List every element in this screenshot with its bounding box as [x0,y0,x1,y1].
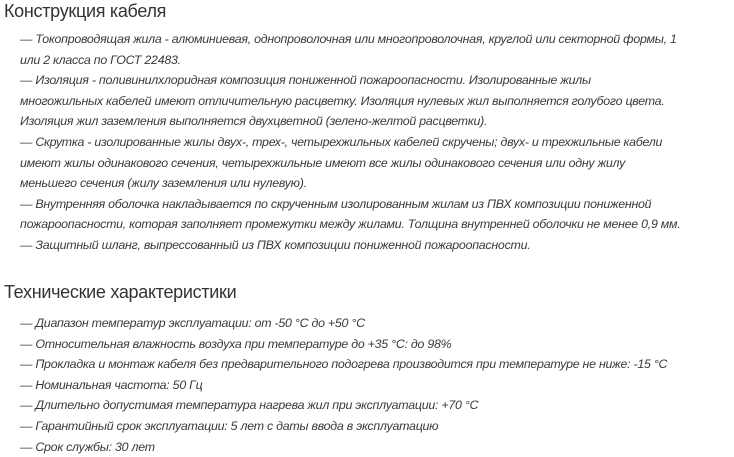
construction-item [20,235,680,256]
specs-list [20,313,667,457]
construction-item-line: — Защитный шланг, выпрессованный из ПВХ композиции пониженной пожароопасности. [20,237,531,252]
construction-list [20,29,680,256]
construction-item-line: пожароопасности, которая заполняет промежутки между жилами. Толщина внутренней оболочки не менее 0,9 мм. [20,217,681,232]
specs-heading: Технические характеристики [4,282,237,302]
construction-item-line: меньшего сечения (жилу заземления или нулевую). [20,176,307,191]
spec-item: — Диапазон температур эксплуатации: от -50 °С до +50 °С [20,316,365,330]
spec-item: — Срок службы: 30 лет [20,439,155,454]
construction-item-line: — Внутренняя оболочка накладывается по скрученным изолированным жилам из ПВХ композиции пониженной [20,196,652,211]
construction-item [20,70,680,132]
construction-item-line: — Скрутка - изолированные жилы двух-, трех-, четырехжильных кабелей скручены; двух- и трехжильные кабели [20,134,663,149]
spec-item: — Относительная влажность воздуха при температуре до +35 °С: до 98% [20,336,452,351]
spec-item: — Прокладка и монтаж кабеля без предварительного подогрева производится при температуре не ниже: -15 °С [20,357,668,372]
construction-item-line: Изоляция жил заземления выполняется двухцветной (зелено-желтой расцветки). [20,114,488,129]
construction-item-line: — Токопроводящая жила - алюминиевая, однопроволочная или многопроволочная, круглой или секторной формы, 1 [20,32,677,46]
construction-heading: Конструкция кабеля [4,1,167,21]
construction-item-line: многожильных кабелей имеют отличительную расцветку. Изоляция нулевых жил выполняется голубого цвета. [20,93,665,108]
construction-item [20,132,680,194]
construction-item [20,29,680,70]
spec-item: — Длительно допустимая температура нагрева жил при эксплуатации: +70 °С [20,398,479,413]
construction-item-line: или 2 класса по ГОСТ 22483. [20,52,181,67]
spec-item: — Гарантийный срок эксплуатации: 5 лет с даты ввода в эксплуатацию [20,418,439,433]
spec-item: — Номинальная частота: 50 Гц [20,377,203,392]
construction-item-line: — Изоляция - поливинилхлоридная композиция пониженной пожароопасности. Изолированные жилы [20,73,591,88]
construction-item [20,194,680,235]
construction-item-line: имеют жилы одинакового сечения, четырехжильные имеют все жилы одинакового сечения или одну жилу [20,155,626,170]
